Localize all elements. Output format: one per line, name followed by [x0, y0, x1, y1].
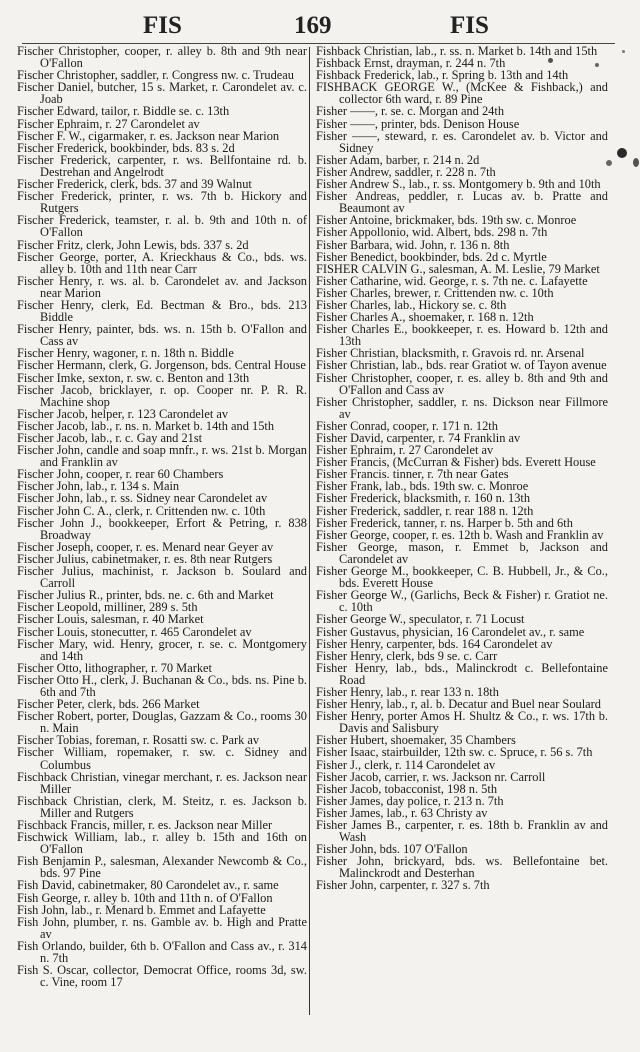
- directory-entry: Fischer Ephraim, r. 27 Carondelet av: [17, 116, 200, 131]
- directory-entry: Fisher Frederick, blacksmith, r. 160 n. 13th: [316, 491, 531, 506]
- directory-entry: Fish John, lab., r. Menard b. Emmet and Lafayette: [17, 902, 266, 917]
- directory-entry: Fischer John, lab., r. 134 s. Main: [17, 479, 180, 494]
- directory-entry: Fisher J., clerk, r. 114 Carondelet av: [316, 757, 496, 772]
- directory-entry: Fish John, plumber, r. ns. Gamble av. b. High and Pratte av: [17, 914, 307, 941]
- directory-entry: Fischer Otto H., clerk, J. Buchanan & Co., bds. ns. Pine b. 6th and 7th: [17, 672, 307, 699]
- directory-entry: Fisher Henry, lab., bds., Malinckrodt c. Bellefontaine Road: [316, 660, 608, 687]
- directory-entry: Fisher Barbara, wid. John, r. 136 n. 8th: [316, 237, 510, 252]
- directory-entry: Fisher Charles, lab., Hickory se. c. 8th: [316, 297, 507, 312]
- page-number: 169: [294, 12, 332, 39]
- directory-entry: Fisher George M., bookkeeper, C. B. Hubbell, Jr., & Co., bds. Everett House: [316, 564, 608, 591]
- directory-entry: Fisher George, mason, r. Emmet b, Jackson and Carondelet av: [316, 539, 608, 566]
- directory-entry: Fisher Catharine, wid. George, r. s. 7th ne. c. Lafayette: [316, 273, 588, 288]
- left-column: [17, 45, 307, 988]
- directory-entry: Fischer William, ropemaker, r. sw. c. Sidney and Columbus: [17, 745, 307, 772]
- directory-entry: Fishback Frederick, lab., r. Spring b. 13th and 14th: [316, 68, 569, 83]
- directory-entry: Fisher ——, steward, r. es. Carondelet av. b. Victor and Sidney: [316, 128, 608, 155]
- ink-speck: [548, 58, 553, 63]
- directory-entry: Fischer John, lab., r. ss. Sidney near Carondelet av: [17, 491, 268, 506]
- directory-entry: Fisher Frank, lab., bds. 19th sw. c. Monroe: [316, 479, 529, 494]
- directory-entry: Fisher Hubert, shoemaker, 35 Chambers: [316, 733, 516, 748]
- directory-entry: Fisher Gustavus, physician, 16 Carondelet av., r. same: [316, 624, 585, 639]
- directory-entry: Fischer Julius R., printer, bds. ne. c. 6th and Market: [17, 588, 274, 603]
- directory-entry: Fischer Julius, cabinetmaker, r. es. 8th near Rutgers: [17, 551, 273, 566]
- directory-entry: Fisher ——, r. se. c. Morgan and 24th: [316, 104, 505, 119]
- directory-entry: Fish Benjamin P., salesman, Alexander Newcomb & Co., bds. 97 Pine: [17, 854, 307, 881]
- directory-entry: Fischer Robert, porter, Douglas, Gazzam & Co., rooms 30 n. Main: [17, 709, 307, 736]
- directory-entry: Fisher James B., carpenter, r. es. 18th b. Franklin av and Wash: [316, 818, 608, 845]
- directory-entry: Fisher Christian, blacksmith, r. Gravois rd. nr. Arsenal: [316, 346, 585, 361]
- ink-speck: [617, 148, 627, 158]
- right-column: [316, 45, 608, 892]
- directory-entry: Fisher Charles A., shoemaker, r. 168 n. 12th: [316, 310, 534, 325]
- directory-entry: Fisher Conrad, cooper, r. 171 n. 12th: [316, 418, 498, 433]
- directory-entry: Fischer Otto, lithographer, r. 70 Market: [17, 660, 212, 675]
- directory-entry: Fisher Appollonio, wid. Albert, bds. 298 n. 7th: [316, 225, 548, 240]
- directory-entry: Fischwick William, lab., r. alley b. 15th and 16th on O'Fallon: [17, 830, 307, 857]
- directory-entry: FISHER CALVIN G., salesman, A. M. Leslie, 79 Market: [316, 261, 600, 276]
- directory-entry: Fisher Andrew S., lab., r. ss. Montgomery b. 9th and 10th: [316, 177, 601, 192]
- directory-entry: Fisher Henry, lab., r. rear 133 n. 18th: [316, 684, 499, 699]
- directory-entry: Fischer Edward, tailor, r. Biddle se. c. 13th: [17, 104, 230, 119]
- directory-entry: Fisher Andreas, peddler, r. Lucas av. b. Pratte and Beaumont av: [316, 189, 608, 216]
- directory-entry: Fischer Daniel, butcher, 15 s. Market, r. Carondelet av. c. Joab: [17, 80, 307, 107]
- directory-entry: Fischer Louis, salesman, r. 40 Market: [17, 612, 204, 627]
- directory-entry: Fisher Henry, clerk, bds 9 se. c. Carr: [316, 648, 498, 663]
- directory-entry: Fischer John, candle and soap mnfr., r. ws. 21st b. Morgan and Franklin av: [17, 443, 307, 470]
- directory-entry: Fisher Christopher, cooper, r. es. alley b. 8th and 9th and O'Fallon and Cass av: [316, 370, 608, 397]
- directory-entry: Fish S. Oscar, collector, Democrat Office, rooms 3d, sw. c. Vine, room 17: [17, 963, 307, 990]
- directory-entry: Fischback Christian, clerk, M. Steitz, r. es. Jackson b. Miller and Rutgers: [17, 793, 307, 820]
- directory-entry: Fischback Christian, vinegar merchant, r. es. Jackson near Miller: [17, 769, 307, 796]
- ink-speck: [606, 160, 612, 166]
- right-guide-word: FIS: [450, 12, 489, 39]
- directory-entry: Fischer Christopher, cooper, r. alley b. 8th and 9th near O'Fallon: [17, 44, 307, 71]
- directory-entry: Fischer John, cooper, r. rear 60 Chambers: [17, 467, 224, 482]
- directory-entry: Fisher Henry, lab., r, al. b. Decatur and Buel near Soulard: [316, 697, 601, 712]
- page-header: [0, 0, 640, 44]
- directory-entry: Fisher Jacob, tobacconist, 198 n. 5th: [316, 781, 498, 796]
- directory-entry: Fischer Tobias, foreman, r. Rosatti sw. c. Park av: [17, 733, 260, 748]
- directory-entry: Fischer Henry, wagoner, r. n. 18th n. Biddle: [17, 346, 234, 361]
- left-guide-word: FIS: [143, 12, 182, 39]
- directory-entry: Fischer Imke, sexton, r. sw. c. Benton and 13th: [17, 370, 250, 385]
- directory-entry: Fischer Frederick, printer, r. ws. 7th b. Hickory and Rutgers: [17, 189, 307, 216]
- directory-entry: Fischer Jacob, bricklayer, r. op. Cooper nr. P. R. R. Machine shop: [17, 382, 307, 409]
- directory-entry: Fisher Isaac, stairbuilder, 12th sw. c. Spruce, r. 56 s. 7th: [316, 745, 593, 760]
- directory-entry: Fischer Henry, painter, bds. ws. n. 15th b. O'Fallon and Cass av: [17, 322, 307, 349]
- directory-entry: Fischer Jacob, lab., r. ns. n. Market b. 14th and 15th: [17, 418, 275, 433]
- directory-entry: Fischer Joseph, cooper, r. es. Menard near Geyer av: [17, 539, 274, 554]
- directory-entry: Fish David, cabinetmaker, 80 Carondelet av., r. same: [17, 878, 279, 893]
- ink-speck: [595, 63, 599, 67]
- directory-entry: Fisher Benedict, bookbinder, bds. 2d c. Myrtle: [316, 249, 547, 264]
- directory-entry: Fisher James, lab., r. 63 Christy av: [316, 805, 488, 820]
- directory-entry: Fischback Francis, miller, r. es. Jackson near Miller: [17, 818, 273, 832]
- directory-entry: Fischer Louis, stonecutter, r. 465 Carondelet av: [17, 624, 252, 639]
- directory-entry: FISHBACK GEORGE W., (McKee & Fishback,) and collector 6th ward, r. 89 Pine: [316, 80, 608, 107]
- directory-entry: Fischer Julius, machinist, r. Jackson b. Soulard and Carroll: [17, 564, 307, 591]
- directory-entry: Fischer Leopold, milliner, 289 s. 5th: [17, 600, 198, 615]
- directory-entry: Fisher Antoine, brickmaker, bds. 19th sw. c. Monroe: [316, 213, 577, 228]
- directory-entry: Fisher Christian, lab., bds. rear Gratiot w. of Tayon avenue: [316, 358, 607, 373]
- directory-entry: Fischer Henry, clerk, Ed. Bectman & Bro., bds. 213 Biddle: [17, 297, 307, 325]
- directory-entry: Fisher John, brickyard, bds. ws. Bellefontaine bet. Malinckrodt and Desterhan: [316, 854, 608, 881]
- directory-entry: Fisher Ephraim, r. 27 Carondelet av: [316, 443, 494, 458]
- directory-entry: Fischer Frederick, bookbinder, bds. 83 s. 2d: [17, 140, 235, 155]
- directory-entry: Fisher John, bds. 107 O'Fallon: [316, 842, 468, 857]
- directory-entry: Fischer Jacob, helper, r. 123 Carondelet av: [17, 406, 229, 421]
- directory-entry: Fisher Frederick, saddler, r. rear 188 n. 12th: [316, 503, 534, 518]
- directory-entry: Fisher Henry, porter Amos H. Shultz & Co., r. ws. 17th b. Davis and Salisbury: [316, 709, 608, 736]
- directory-entry: Fisher ——, printer, bds. Denison House: [316, 116, 520, 131]
- directory-entry: Fisher Charles, brewer, r. Crittenden nw. c. 10th: [316, 285, 554, 300]
- directory-entry: Fischer John J., bookkeeper, Erfort & Petring, r. 838 Broadway: [17, 515, 307, 542]
- directory-entry: Fish Orlando, builder, 6th b. O'Fallon and Cass av., r. 314 n. 7th: [17, 938, 307, 966]
- directory-entry: Fischer Mary, wid. Henry, grocer, r. se. c. Montgomery and 14th: [17, 636, 307, 663]
- directory-entry: Fischer Frederick, teamster, r. al. b. 9th and 10th n. of O'Fallon: [17, 213, 307, 240]
- directory-entry: Fisher George, cooper, r. es. 12th b. Wash and Franklin av: [316, 527, 604, 542]
- directory-entry: Fishback Christian, lab., r. ss. n. Market b. 14th and 15th: [316, 44, 598, 58]
- directory-entry: Fischer Christopher, saddler, r. Congress nw. c. Trudeau: [17, 68, 294, 83]
- directory-entry: Fischer Henry, r. ws. al. b. Carondelet av. and Jackson near Marion: [17, 273, 307, 300]
- directory-entry: Fischer Frederick, carpenter, r. ws. Bellfontaine rd. b. Destrehan and Angelrodt: [17, 152, 307, 179]
- directory-entry: Fish George, r. alley b. 10th and 11th n. of O'Fallon: [17, 890, 273, 905]
- directory-entry: Fisher Andrew, saddler, r. 228 n. 7th: [316, 164, 496, 179]
- directory-entry: Fischer Fritz, clerk, John Lewis, bds. 337 s. 2d: [17, 237, 249, 252]
- ink-speck: [622, 50, 625, 53]
- directory-entry: Fischer F. W., cigarmaker, r. es. Jackson near Marion: [17, 128, 280, 143]
- directory-entry: Fisher George W., (Garlichs, Beck & Fisher) r. Gratiot ne. c. 10th: [316, 588, 608, 615]
- directory-entry: Fisher David, carpenter, r. 74 Franklin av: [316, 431, 521, 445]
- directory-entry: Fishback Ernst, drayman, r. 244 n. 7th: [316, 56, 506, 71]
- directory-entry: Fisher Francis. tinner, r. 7th near Gates: [316, 467, 509, 482]
- column-divider: [309, 47, 310, 1015]
- directory-entry: Fisher Christopher, saddler, r. ns. Dickson near Fillmore av: [316, 394, 608, 421]
- directory-entry: Fischer John C. A., clerk, r. Crittenden nw. c. 10th: [17, 503, 266, 518]
- directory-entry: Fisher Charles E., bookkeeper, r. es. Howard b. 12th and 13th: [316, 322, 608, 349]
- directory-entry: Fisher Jacob, carrier, r. ws. Jackson nr. Carroll: [316, 769, 546, 784]
- directory-entry: Fisher Frederick, tanner, r. ns. Harper b. 5th and 6th: [316, 515, 573, 530]
- directory-entry: Fischer Jacob, lab., r. c. Gay and 21st: [17, 431, 203, 445]
- directory-entry: Fisher John, carpenter, r. 327 s. 7th: [316, 878, 490, 893]
- directory-entry: Fischer Frederick, clerk, bds. 37 and 39 Walnut: [17, 177, 252, 192]
- directory-entry: Fisher Francis, (McCurran & Fisher) bds. Everett House: [316, 455, 596, 470]
- ink-speck: [633, 158, 639, 167]
- directory-entry: Fischer Hermann, clerk, G. Jorgenson, bds. Central House: [17, 358, 306, 373]
- directory-entry: Fisher George W., speculator, r. 71 Locust: [316, 612, 525, 627]
- directory-entry: Fisher James, day police, r. 213 n. 7th: [316, 793, 504, 808]
- directory-entry: Fischer George, porter, A. Krieckhaus & Co., bds. ws. alley b. 10th and 11th near Carr: [17, 249, 307, 276]
- directory-entry: Fisher Adam, barber, r. 214 n. 2d: [316, 152, 480, 167]
- directory-entry: Fischer Peter, clerk, bds. 266 Market: [17, 697, 200, 712]
- directory-entry: Fisher Henry, carpenter, bds. 164 Carondelet av: [316, 636, 553, 651]
